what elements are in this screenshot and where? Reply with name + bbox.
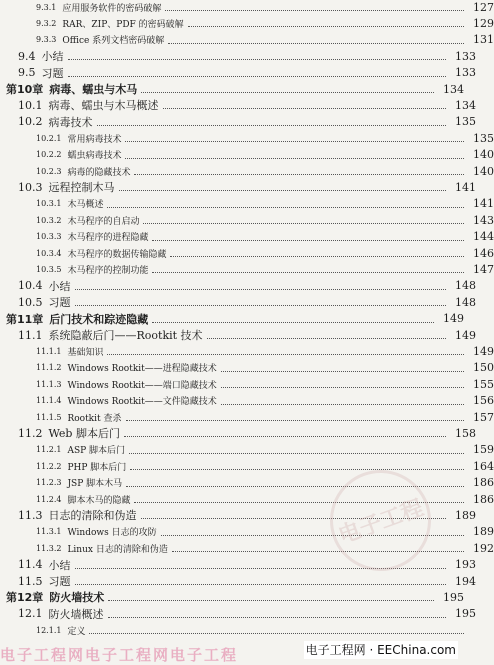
- toc-entry-number: 11.3.1: [36, 527, 62, 537]
- toc-entry-title: 远程控制木马: [48, 181, 115, 195]
- toc-entry-number: 第10章: [6, 83, 44, 96]
- toc-entry-page-number: 143: [473, 213, 494, 227]
- dot-leader: [68, 75, 447, 77]
- toc-entry-title: Web 脚本后门: [48, 427, 120, 441]
- toc-entry-number: 11.3.2: [36, 543, 62, 553]
- toc-entry-number: 10.3.1: [36, 199, 62, 209]
- toc-entry-page-number: 149: [473, 344, 494, 358]
- dot-leader: [124, 435, 446, 437]
- toc-entry-number: 11.5: [18, 574, 43, 588]
- dot-leader: [129, 452, 464, 454]
- toc-entry-page-number: 146: [473, 246, 494, 260]
- dot-leader: [188, 25, 464, 27]
- toc-entry-number: 10.2.1: [36, 133, 62, 143]
- toc-entry-number: 11.1.3: [36, 379, 62, 389]
- toc-entry-number: 11.2.3: [36, 478, 62, 488]
- dot-leader: [172, 550, 464, 552]
- toc-entry-number: 11.2.2: [36, 461, 62, 471]
- toc-entry-page-number: 149: [443, 312, 464, 326]
- dot-leader: [75, 288, 447, 290]
- dot-leader: [130, 468, 464, 470]
- toc-entry-number: 12.1: [18, 607, 43, 621]
- dot-leader: [89, 632, 464, 634]
- dot-leader: [141, 517, 447, 519]
- toc-entry-number: 9.4: [18, 49, 36, 63]
- toc-entry-title: 病毒技术: [48, 115, 93, 129]
- dot-leader: [119, 189, 447, 191]
- toc-entry-title: 小结: [48, 558, 71, 572]
- toc-entry-title: 系统隐蔽后门——Rootkit 技术: [48, 329, 203, 342]
- toc-entry-number: 10.3.3: [36, 232, 62, 242]
- toc-entry-number: 11.2.1: [36, 445, 62, 455]
- dot-leader: [221, 370, 464, 372]
- toc-entry-title: 病毒、蠕虫与木马: [49, 83, 138, 96]
- toc-entry-title: Windows Rootkit——进程隐藏技术: [67, 364, 217, 375]
- toc-entry-page-number: 157: [473, 410, 494, 424]
- toc-entry-number: 10.3.2: [36, 215, 62, 225]
- toc-entry-page-number: 131: [473, 33, 494, 47]
- toc-entry-title: 木马程序的自启动: [67, 216, 140, 227]
- toc-entry-title: PHP 脚本后门: [67, 462, 127, 473]
- dot-leader: [107, 206, 464, 208]
- toc-entry-number: 9.5: [18, 66, 36, 80]
- dot-leader: [170, 255, 464, 257]
- toc-entry-page-number: 189: [455, 508, 476, 522]
- toc-entry-number: 11.1: [18, 328, 43, 342]
- dot-leader: [152, 239, 464, 241]
- toc-entry-number: 10.3.4: [36, 248, 62, 258]
- toc-entry-number: 第11章: [6, 312, 44, 326]
- toc-entry-title: Windows Rootkit——文件隐藏技术: [67, 397, 217, 408]
- toc-entry-title: 蠕虫病毒技术: [67, 151, 122, 162]
- toc-entry-page-number: 148: [455, 279, 476, 293]
- toc-entry-number: 12.1.1: [36, 625, 62, 635]
- toc-entry-page-number: 186: [473, 476, 494, 490]
- toc-entry-number: 10.2.2: [36, 150, 62, 160]
- toc-entry-title: 日志的清除和伪造: [48, 509, 137, 523]
- toc-entry-page-number: 195: [455, 607, 476, 621]
- dot-leader: [165, 9, 464, 11]
- toc-entry-title: 习题: [41, 66, 64, 80]
- dot-leader: [125, 157, 464, 159]
- toc-entry-page-number: 193: [455, 558, 476, 572]
- toc-entry-title: 常用病毒技术: [67, 134, 122, 145]
- toc-entry-title: 防火墙技术: [49, 591, 105, 605]
- dot-leader: [126, 419, 465, 421]
- toc-entry-title: 脚本木马的隐藏: [67, 495, 131, 506]
- dot-leader: [152, 321, 434, 323]
- toc-entry-page-number: 148: [455, 295, 476, 309]
- toc-entry-number: 10.3: [18, 180, 43, 194]
- dot-leader: [221, 403, 464, 405]
- toc-entry-page-number: 155: [473, 377, 494, 391]
- dot-leader: [152, 271, 464, 273]
- toc-subsection-row: [0, 620, 494, 640]
- toc-entry-title: 后门技术和踪迹隐藏: [49, 312, 149, 326]
- toc-entry-number: 10.2.3: [36, 166, 62, 176]
- toc-entry-page-number: 135: [473, 131, 494, 145]
- toc-entry-page-number: 134: [443, 82, 464, 96]
- dot-leader: [68, 58, 447, 60]
- toc-entry-page-number: 144: [473, 230, 494, 244]
- dot-leader: [163, 107, 447, 109]
- toc-entry-title: RAR、ZIP、PDF 的密码破解: [62, 19, 184, 30]
- toc-entry-number: 9.3.1: [36, 2, 57, 12]
- toc-entry-page-number: 194: [455, 574, 476, 588]
- toc-entry-title: 木马程序的控制功能: [67, 265, 149, 276]
- toc-entry-number: 10.2: [18, 115, 43, 129]
- toc-entry-number: 9.3.3: [36, 35, 57, 45]
- toc-entry-page-number: 189: [473, 525, 494, 539]
- toc-entry-number: 10.3.5: [36, 264, 62, 274]
- dot-leader: [108, 599, 434, 601]
- toc-entry-number: 10.5: [18, 295, 43, 309]
- toc-entry-page-number: 133: [455, 49, 476, 63]
- toc-entry-page-number: 159: [473, 443, 494, 457]
- toc-entry-number: 11.2: [18, 426, 43, 440]
- toc-entry-title: 基础知识: [67, 347, 104, 358]
- toc-entry-page-number: 129: [473, 16, 494, 30]
- dot-leader: [141, 91, 434, 93]
- toc-entry-number: 10.1: [18, 98, 43, 112]
- toc-entry-number: 第12章: [6, 591, 44, 605]
- dot-leader: [97, 124, 447, 126]
- toc-entry-page-number: 164: [473, 459, 494, 473]
- toc-entry-title: 木马程序的数据传输隐藏: [67, 249, 167, 260]
- toc-entry-page-number: 135: [455, 115, 476, 129]
- toc-entry-title: 防火墙概述: [48, 607, 104, 621]
- toc-entry-title: Windows 日志的攻防: [67, 528, 157, 539]
- toc-entry-number: 11.2.4: [36, 494, 62, 504]
- toc-entry-title: 小结: [48, 279, 71, 293]
- toc-entry-page-number: 133: [455, 66, 476, 80]
- toc-entry-page-number: 141: [473, 197, 494, 211]
- dot-leader: [75, 583, 447, 585]
- toc-entry-page-number: 186: [473, 492, 494, 506]
- toc-entry-title: 定义: [67, 626, 86, 637]
- toc-entry-page-number: 158: [455, 426, 476, 440]
- toc-entry-title: Rootkit 查杀: [67, 413, 122, 424]
- toc-entry-title: 病毒、蠕虫与木马概述: [48, 99, 159, 113]
- dot-leader: [107, 353, 464, 355]
- toc-entry-number: 10.4: [18, 279, 43, 293]
- toc-entry-page-number: 149: [455, 328, 476, 342]
- toc-entry-page-number: 147: [473, 262, 494, 276]
- toc-entry-page-number: 127: [473, 0, 494, 14]
- toc-entry-number: 11.1.2: [36, 363, 62, 373]
- toc-entry-page-number: 150: [473, 361, 494, 375]
- toc-entry-title: 木马程序的进程隐藏: [67, 233, 149, 244]
- dot-leader: [134, 173, 464, 175]
- toc-entry-title: 病毒的隐藏技术: [67, 167, 131, 178]
- dot-leader: [221, 386, 464, 388]
- dot-leader: [108, 616, 447, 618]
- dot-leader: [75, 304, 447, 306]
- toc-entry-title: 应用服务软件的密码破解: [62, 3, 162, 14]
- toc-entry-number: 11.3: [18, 508, 43, 522]
- toc-entry-title: Office 系列文档密码破解: [62, 36, 165, 47]
- toc-entry-page-number: 192: [473, 541, 494, 555]
- toc-entry-page-number: 141: [455, 180, 476, 194]
- dot-leader: [168, 42, 464, 44]
- toc-entry-page-number: 134: [455, 98, 476, 112]
- toc-entry-number: 9.3.2: [36, 18, 57, 28]
- toc-entry-title: 习题: [48, 575, 71, 588]
- toc-entry-title: Linux 日志的清除和伪造: [67, 544, 168, 555]
- dot-leader: [143, 222, 464, 224]
- toc-entry-title: 小结: [41, 50, 64, 64]
- toc-entry-page-number: 140: [473, 148, 494, 162]
- toc-entry-number: 11.1.4: [36, 396, 62, 406]
- toc-entry-number: 11.1.5: [36, 412, 62, 422]
- toc-entry-number: 11.1.1: [36, 346, 62, 356]
- toc-entry-page-number: 195: [443, 590, 464, 604]
- watermark-stamp: 电子工程: [316, 456, 445, 585]
- toc-entry-title: Windows Rootkit——端口隐藏技术: [67, 380, 217, 391]
- toc-entry-title: ASP 脚本后门: [67, 446, 126, 457]
- toc-entry-page-number: 140: [473, 164, 494, 178]
- site-watermark-label: 电子工程网 · EEChina.com: [305, 643, 456, 657]
- dot-leader: [161, 534, 464, 536]
- toc-entry-page-number: 156: [473, 394, 494, 408]
- toc-entry-number: 11.4: [18, 558, 43, 572]
- dot-leader: [207, 337, 446, 339]
- toc-entry-title: 习题: [48, 296, 71, 310]
- bottom-watermark-strip: 电子工程网电子工程网电子工程: [0, 646, 239, 664]
- dot-leader: [126, 485, 464, 487]
- dot-leader: [75, 567, 447, 569]
- dot-leader: [125, 140, 464, 142]
- toc-entry-title: JSP 脚本木马: [67, 479, 123, 490]
- dot-leader: [134, 501, 464, 503]
- toc-entry-title: 木马概述: [67, 200, 104, 211]
